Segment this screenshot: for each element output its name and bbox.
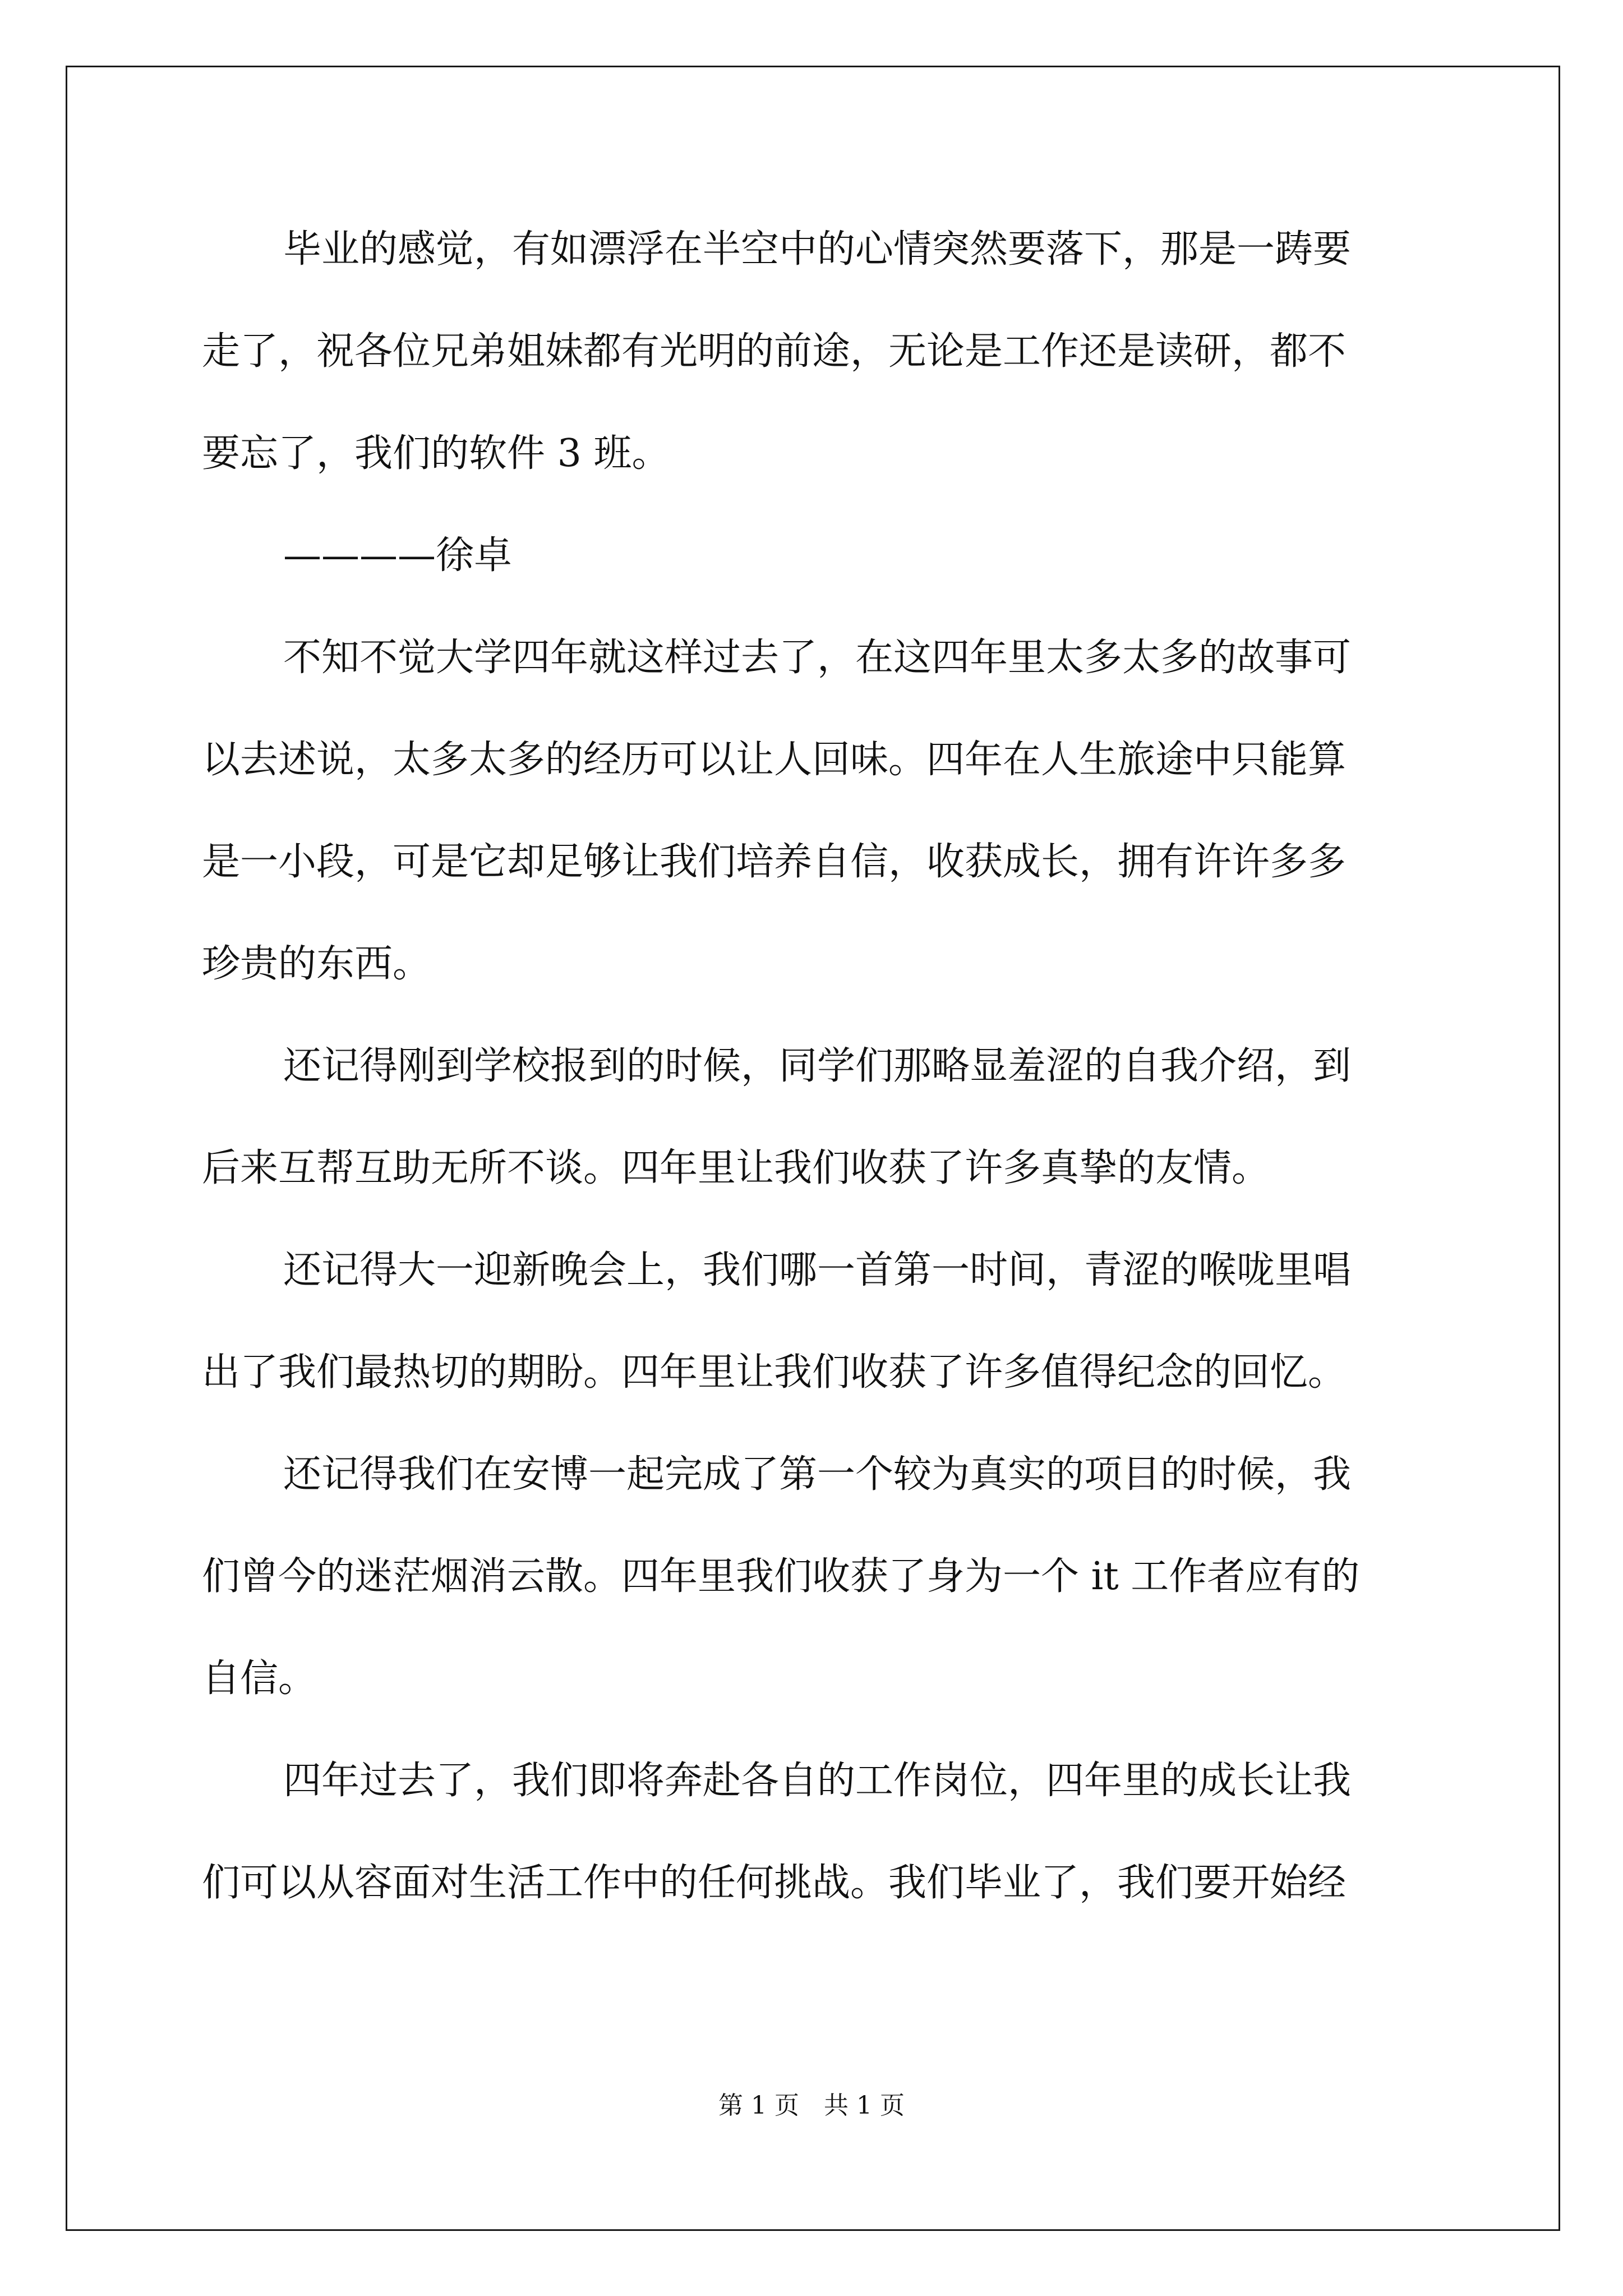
text-line: 出了我们最热切的期盼。四年里让我们收获了许多值得纪念的回忆。: [202, 1350, 1347, 1395]
text-line: 四年过去了，我们即将奔赴各自的工作岗位，四年里的成长让我: [283, 1759, 1352, 1803]
text-line: 珍贵的东西。: [202, 942, 431, 986]
text-line: 要忘了，我们的软件 3 班。: [202, 431, 670, 476]
text-line: 们可以从容面对生活工作中的任何挑战。我们毕业了，我们要开始经: [202, 1861, 1347, 1905]
text-line: 毕业的感觉，有如漂浮在半空中的心情突然要落下，那是一踌要: [283, 227, 1352, 272]
text-line: 以去述说，太多太多的经历可以让人回味。四年在人生旅途中只能算: [202, 738, 1347, 782]
signature-line: ————徐卓: [283, 533, 513, 578]
text-line: 走了，祝各位兄弟姐妹都有光明的前途，无论是工作还是读研，都不: [202, 329, 1347, 374]
text-line: 是一小段，可是它却足够让我们培养自信，收获成长，拥有许许多多: [202, 840, 1347, 884]
text-line: 还记得大一迎新晚会上，我们哪一首第一时间，青涩的喉咙里唱: [283, 1248, 1352, 1292]
text-line: 自信。: [202, 1657, 317, 1701]
page-footer: 第 1 页 共 1 页: [718, 2091, 905, 2120]
text-line: 还记得我们在安博一起完成了第一个较为真实的项目的时候，我: [283, 1452, 1352, 1497]
text-line: 还记得刚到学校报到的时候，同学们那略显羞涩的自我介绍，到: [283, 1044, 1352, 1088]
text-line: 们曾今的迷茫烟消云散。四年里我们收获了身为一个 it 工作者应有的: [202, 1554, 1360, 1599]
text-line: 不知不觉大学四年就这样过去了，在这四年里太多太多的故事可: [283, 636, 1352, 680]
text-line: 后来互帮互助无所不谈。四年里让我们收获了许多真挚的友情。: [202, 1146, 1270, 1190]
